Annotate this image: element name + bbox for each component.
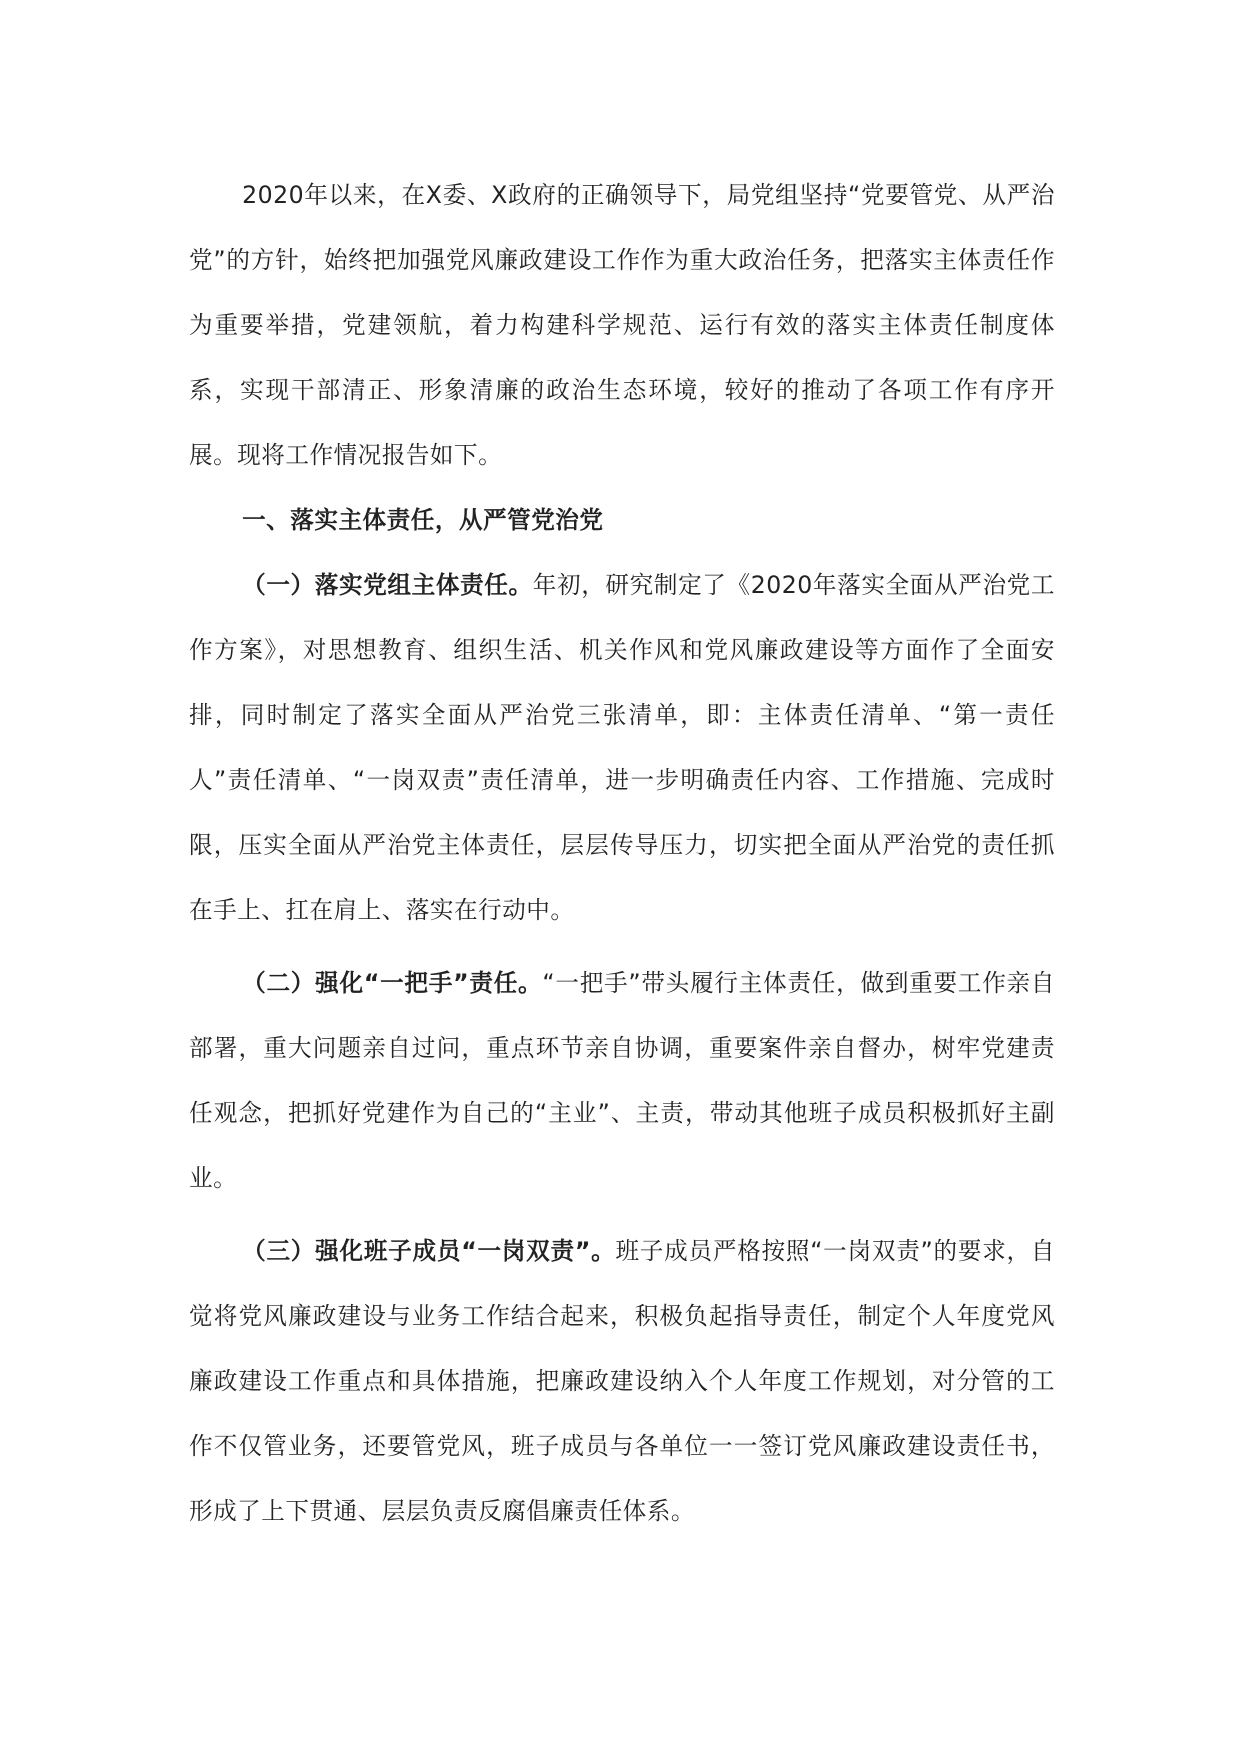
item-3-lead: （三）强化班子成员“一岗双责”。 — [242, 1237, 616, 1265]
item-1-body: 年初，研究制定了《2020年落实全面从严治党工作方案》，对思想教育、组织生活、机关作风和党风廉政建设等方面作了全面安排，同时制定了落实全面从严治党三张清单，即：主体责任清单、“第一责任人”责任清单、“一岗双责”责任清单，进一步明确责任内容、工作措施、完成时限，压实全面从严治党主体责任，层层传导压力，切实把全面从严治党的责任抓在手上、扛在肩上、落实在行动中。 — [189, 571, 1055, 924]
item-1-lead: （一）落实党组主体责任。 — [242, 571, 533, 599]
item-2-lead: （二）强化“一把手”责任。 — [242, 969, 543, 997]
item-3-body: 班子成员严格按照“一岗双责”的要求，自觉将党风廉政建设与业务工作结合起来，积极负起指导责任，制定个人年度党风廉政建设工作重点和具体措施，把廉政建设纳入个人年度工作规划，对分管的工作不仅管业务，还要管党风，班子成员与各单位一一签订党风廉政建设责任书，形成了上下贯通、层层负责反腐倡廉责任体系。 — [189, 1237, 1055, 1525]
item-2-paragraph — [189, 951, 1055, 1211]
item-3-paragraph — [189, 1219, 1055, 1544]
item-1-paragraph — [189, 553, 1055, 943]
item-2-body: “一把手”带头履行主体责任，做到重要工作亲自部署，重大问题亲自过问，重点环节亲自协调，重要案件亲自督办，树牢党建责任观念，把抓好党建作为自己的“主业”、主责，带动其他班子成员积极抓好主副业。 — [189, 969, 1055, 1192]
document-page — [189, 163, 1055, 1544]
intro-paragraph: 2020年以来，在X委、X政府的正确领导下，局党组坚持“党要管党、从严治党”的方针，始终把加强党风廉政建设工作作为重大政治任务，把落实主体责任作为重要举措，党建领航，着力构建科学规范、运行有效的落实主体责任制度体系，实现干部清正、形象清廉的政治生态环境，较好的推动了各项工作有序开展。现将工作情况报告如下。 — [189, 181, 1055, 469]
section-heading: 一、落实主体责任，从严管党治党 — [242, 506, 604, 534]
